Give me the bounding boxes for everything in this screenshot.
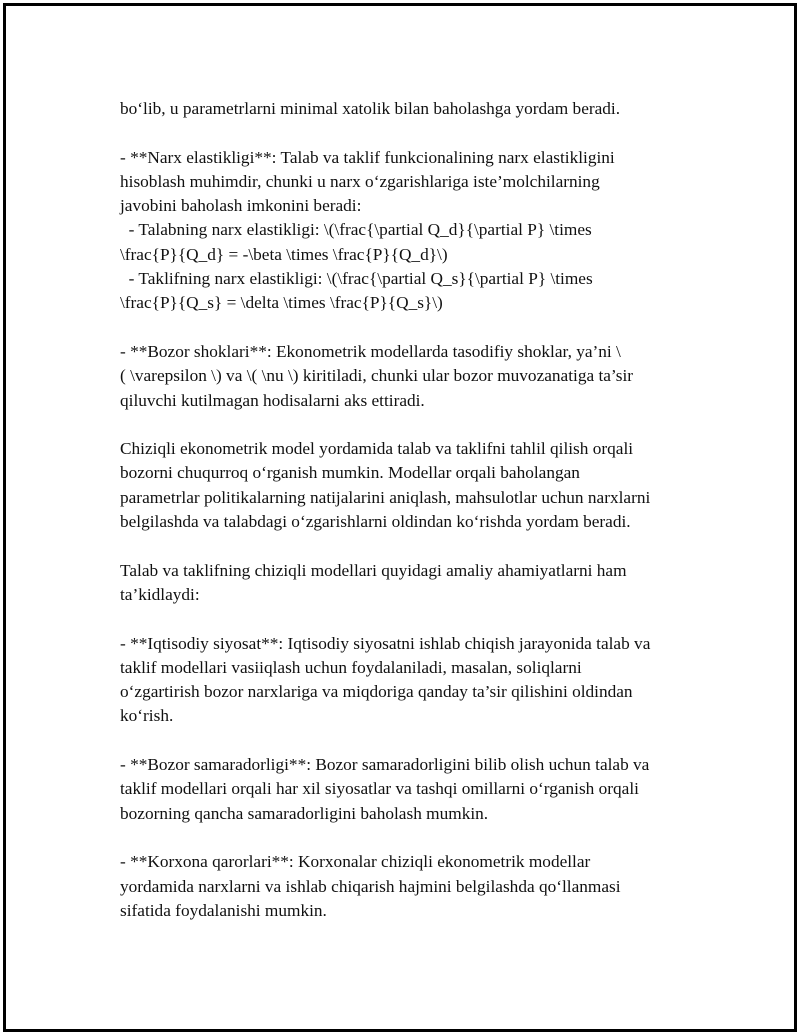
text-line: ko‘rish. — [120, 706, 174, 726]
text-line: ( \varepsilon \) va \( \nu \) kiritiladi, chunki ular bozor muvozanatiga ta’sir — [120, 366, 634, 386]
text-line: bozorni chuqurroq o‘rganish mumkin. Modellar orqali baholangan — [120, 463, 580, 483]
text-line: - **Iqtisodiy siyosat**: Iqtisodiy siyosatni ishlab chiqish jarayonida talab va — [120, 633, 651, 653]
paragraph-chiziqli-model — [120, 437, 680, 534]
text-line: \frac{P}{Q_s} = \delta \times \frac{P}{Q_s}\) — [120, 293, 443, 313]
text-line: belgilashda va talabdagi o‘zgarishlarni oldindan ko‘rishda yordam beradi. — [120, 512, 631, 532]
paragraph-bozor-samaradorligi — [120, 753, 680, 826]
paragraph-amaliy-ahamiyat — [120, 559, 680, 608]
text-line: hisoblash muhimdir, chunki u narx o‘zgarishlariga iste’molchilarning — [120, 171, 600, 191]
text-line: taklif modellari vasiiqlash uchun foydalaniladi, masalan, soliqlarni — [120, 657, 582, 677]
text-line: bo‘lib, u parametrlarni minimal xatolik bilan baholashga yordam beradi. — [120, 99, 621, 118]
text-line: - Talabning narx elastikligi: \(\frac{\partial Q_d}{\partial P} \times — [120, 220, 592, 240]
text-line: - **Bozor shoklari**: Ekonometrik modellarda tasodifiy shoklar, ya’ni \ — [120, 341, 621, 361]
text-line: - Taklifning narx elastikligi: \(\frac{\partial Q_s}{\partial P} \times — [120, 269, 593, 289]
text-line: Talab va taklifning chiziqli modellari quyidagi amaliy ahamiyatlarni ham — [120, 560, 627, 580]
text-line: bozorning qancha samaradorligini baholash mumkin. — [120, 803, 489, 823]
text-line: ta’kidlaydi: — [120, 584, 200, 604]
text-line: javobini baholash imkonini beradi: — [120, 196, 362, 216]
paragraph-iqtisodiy-siyosat — [120, 632, 680, 729]
text-line: parametrlar politikalarning natijalarini aniqlash, mahsulotlar uchun narxlarni — [120, 487, 651, 507]
text-line: Chiziqli ekonometrik model yordamida talab va taklifni tahlil qilish orqali — [120, 439, 634, 459]
text-line: yordamida narxlarni va ishlab chiqarish hajmini belgilashda qo‘llanmasi — [120, 876, 621, 896]
paragraph-1 — [120, 97, 680, 121]
text-line: qiluvchi kutilmagan hodisalarni aks ettiradi. — [120, 390, 425, 410]
text-line: - **Narx elastikligi**: Talab va taklif funkcionalining narx elastikligini — [120, 147, 615, 167]
text-line: - **Bozor samaradorligi**: Bozor samaradorligini bilib olish uchun talab va — [120, 755, 650, 775]
paragraph-bozor-shoklari — [120, 340, 680, 413]
document-body — [120, 97, 680, 923]
text-line: o‘zgartirish bozor narxlariga va miqdoriga qanday ta’sir qilishini oldindan — [120, 682, 633, 702]
paragraph-korxona-qarorlari — [120, 850, 680, 923]
page-frame — [3, 3, 797, 1032]
paragraph-narx-elastikligi — [120, 146, 680, 316]
text-line: \frac{P}{Q_d} = -\beta \times \frac{P}{Q_d}\) — [120, 244, 448, 264]
text-line: - **Korxona qarorlari**: Korxonalar chiziqli ekonometrik modellar — [120, 852, 591, 872]
text-line: taklif modellari orqali har xil siyosatlar va tashqi omillarni o‘rganish orqali — [120, 779, 639, 799]
text-line: sifatida foydalanishi mumkin. — [120, 900, 327, 920]
